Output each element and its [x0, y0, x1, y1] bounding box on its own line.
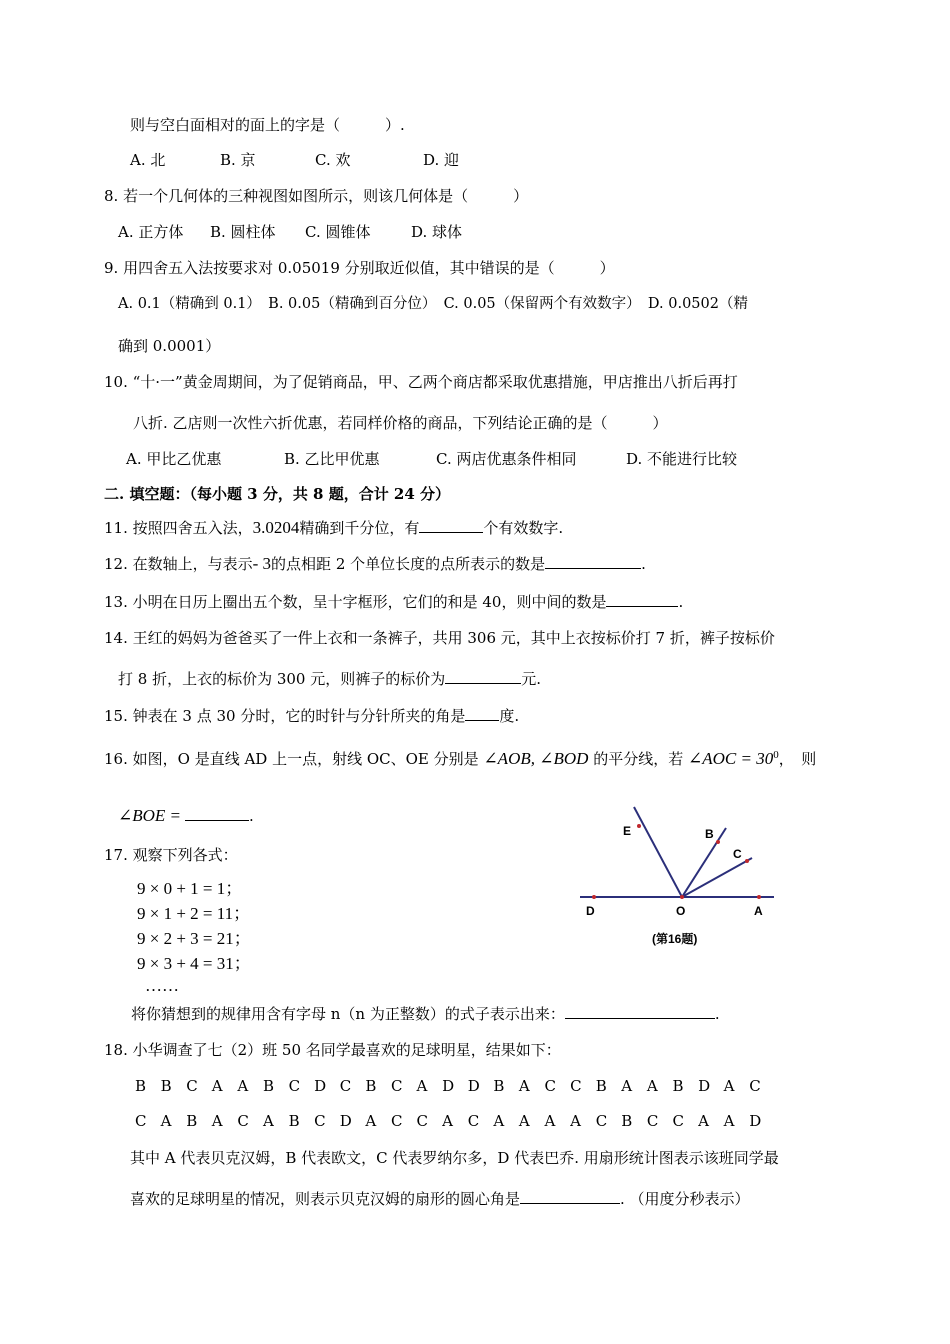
survey-letter: B [493, 1077, 505, 1095]
text: 打 8 折，上衣的标价为 300 元，则裤子的标价为 [118, 670, 446, 688]
survey-letter: C [544, 1077, 556, 1095]
text: . [714, 1005, 720, 1023]
q7-tail: 则与空白面相对的面上的字是（ ）. [130, 116, 405, 134]
ray-oe [634, 807, 682, 897]
survey-letter: B [672, 1077, 684, 1095]
figure-16 [570, 800, 800, 950]
q17-row: 9 × 3 + 4 = 31； [137, 954, 251, 973]
survey-letter: A [518, 1077, 530, 1095]
survey-letter: C [570, 1077, 582, 1095]
survey-letter: A [365, 1112, 377, 1130]
survey-letter: A [416, 1077, 428, 1095]
option: D. 不能进行比较 [626, 450, 738, 468]
survey-letter: A [237, 1077, 249, 1095]
survey-letter: C [339, 1077, 352, 1095]
survey-letter: B [288, 1112, 300, 1130]
number: 3.0204 [252, 518, 300, 537]
option: C. 两店优惠条件相同 [436, 450, 577, 468]
q18-letters-row1 [135, 1076, 775, 1096]
survey-letter: C [646, 1112, 659, 1130]
option: A. 正方体 [118, 223, 184, 241]
angle-condition: ∠AOC = 30 [688, 749, 774, 768]
text: 的点相距 2 个单位长度的点所表示的数是 [271, 555, 546, 573]
survey-letter: C [672, 1112, 684, 1130]
q13 [104, 592, 683, 612]
text: 13. 小明在日历上圈出五个数，呈十字框形，它们的和是 40，则中间的数是 [104, 593, 607, 611]
survey-letter: A [723, 1112, 735, 1130]
q17-ask [131, 1004, 720, 1024]
survey-letter: D [467, 1077, 480, 1095]
survey-letter: B [186, 1112, 198, 1130]
q11 [104, 518, 563, 538]
answer-blank[interactable] [606, 592, 678, 607]
q17-row: 9 × 2 + 3 = 21； [137, 929, 251, 948]
q17-row: 9 × 0 + 1 = 1； [137, 879, 243, 898]
survey-letter: C [390, 1112, 403, 1130]
label-c: C [733, 847, 742, 861]
angles-expr: ∠AOB, ∠BOD [483, 749, 589, 768]
point-a [757, 895, 761, 899]
text: . [678, 593, 684, 611]
option: A. 北 [130, 151, 166, 169]
label-a: A [754, 904, 763, 918]
q7-options [130, 150, 459, 170]
q10-line2: 八折. 乙店则一次性六折优惠，若同样价格的商品，下列结论正确的是（ ） [133, 414, 668, 432]
point-d [592, 895, 596, 899]
q8-options [118, 222, 462, 242]
q18-line1: 其中 A 代表贝克汉姆，B 代表欧文，C 代表罗纳尔多，D 代表巴乔. 用扇形统计图表示该班同学最 [130, 1149, 779, 1167]
survey-letter: C [416, 1112, 429, 1130]
survey-letter: A [723, 1077, 735, 1095]
answer-blank[interactable] [419, 518, 483, 533]
number: - 3 [252, 554, 272, 573]
q12 [104, 554, 646, 574]
q17-row: 9 × 1 + 2 = 11； [137, 904, 251, 923]
point-o [680, 895, 684, 899]
q9-line2: 确到 0.0001） [118, 337, 221, 355]
text: 元. [521, 670, 542, 688]
text: 11. 按照四舍五入法， [104, 519, 253, 537]
answer-blank[interactable] [445, 669, 521, 684]
label-e: E [623, 824, 632, 838]
survey-letter: A [570, 1112, 581, 1130]
q16-ask [118, 806, 254, 826]
text: ， 则 [778, 750, 817, 768]
section-2-title: 二. 填空题：（每小题 3 分，共 8 题，合计 24 分） [104, 485, 451, 503]
survey-letter: A [211, 1112, 223, 1130]
option: C. 圆锥体 [305, 223, 371, 241]
survey-letter: A [442, 1112, 453, 1130]
text: 16. 如图，O 是直线 AD 上一点，射线 OC、OE 分别是 [104, 750, 479, 768]
survey-letter: A [518, 1112, 530, 1130]
point-e [637, 824, 641, 828]
option: B. 京 [220, 151, 256, 169]
survey-letter: C [390, 1077, 403, 1095]
ray-oc [682, 858, 752, 897]
option: D. 球体 [411, 223, 463, 241]
text: . [641, 555, 646, 573]
survey-letter: C [749, 1077, 761, 1095]
angle-boe: ∠BOE = [118, 806, 182, 825]
q17-stem: 17. 观察下列各式： [104, 846, 238, 864]
q18-line2 [130, 1189, 750, 1209]
answer-blank[interactable] [185, 806, 249, 821]
survey-letter: B [365, 1077, 377, 1095]
option: B. 乙比甲优惠 [284, 450, 380, 468]
survey-letter: B [621, 1112, 633, 1130]
answer-blank[interactable] [565, 1004, 715, 1019]
q8-stem: 8. 若一个几何体的三种视图如图所示，则该几何体是（ ） [104, 187, 529, 205]
q15 [104, 706, 519, 726]
text: 将你猜想到的规律用含有字母 n（n 为正整数）的式子表示出来： [131, 1005, 565, 1023]
survey-letter: A [493, 1112, 505, 1130]
degree-sup: 0 [773, 749, 779, 761]
answer-blank[interactable] [520, 1189, 620, 1204]
survey-letter: A [544, 1112, 556, 1130]
point-c [745, 859, 749, 863]
text: 度. [499, 707, 520, 725]
text: 喜欢的足球明星的情况，则表示贝克汉姆的扇形的圆心角是 [130, 1190, 521, 1208]
survey-letter: C [467, 1112, 480, 1130]
survey-letter: A [262, 1112, 274, 1130]
q9-stem: 9. 用四舍五入法按要求对 0.05019 分别取近似值，其中错误的是（ ） [104, 259, 615, 277]
q16-line1 [104, 742, 816, 772]
survey-letter: C [237, 1112, 249, 1130]
text: . [249, 807, 254, 825]
survey-letter: D [339, 1112, 352, 1130]
option: C. 欢 [315, 151, 351, 169]
q14-line1: 14. 王红的妈妈为爸爸买了一件上衣和一条裤子，共用 306 元，其中上衣按标价打 7 折，裤子按标价 [104, 629, 775, 647]
ray-ob [682, 828, 726, 897]
option: B. 圆柱体 [210, 223, 276, 241]
survey-letter: B [135, 1077, 147, 1095]
q18-stem: 18. 小华调查了七（2）班 50 名同学最喜欢的足球明星，结果如下： [104, 1041, 561, 1059]
survey-letter: C [186, 1077, 198, 1095]
text: 15. 钟表在 3 点 30 分时，它的时针与分针所夹的角是 [104, 707, 466, 725]
survey-letter: A [646, 1077, 658, 1095]
text: 12. 在数轴上，与表示 [104, 555, 253, 573]
survey-letter: D [442, 1077, 455, 1095]
label-o: O [676, 904, 686, 918]
text: . （用度分秒表示） [620, 1190, 750, 1208]
figure-caption: (第16题) [652, 932, 698, 946]
text: 精确到千分位，有 [299, 519, 420, 537]
answer-blank[interactable] [465, 706, 499, 721]
survey-letter: C [135, 1112, 147, 1130]
survey-letter: D [749, 1112, 762, 1130]
survey-letter: C [314, 1112, 326, 1130]
text: 的平分线，若 [593, 750, 684, 768]
survey-letter: A [698, 1112, 709, 1130]
answer-blank[interactable] [545, 554, 641, 569]
survey-letter: A [211, 1077, 223, 1095]
label-d: D [586, 904, 595, 918]
option: D. 迎 [423, 151, 460, 169]
text: 个有效数字. [483, 519, 564, 537]
q17-row: …… [145, 976, 179, 995]
survey-letter: C [288, 1077, 301, 1095]
survey-letter: A [621, 1077, 633, 1095]
q10-options [126, 449, 737, 469]
point-b [716, 840, 720, 844]
survey-letter: B [160, 1077, 172, 1095]
q14-line2 [118, 669, 541, 689]
label-b: B [705, 827, 714, 841]
survey-letter: A [160, 1112, 172, 1130]
survey-letter: B [262, 1077, 274, 1095]
q9-line1: A. 0.1（精确到 0.1） B. 0.05（精确到百分位） C. 0.05（保留两个有效数字） D. 0.0502（精 [118, 296, 748, 312]
survey-letter: C [595, 1112, 608, 1130]
survey-letter: D [698, 1077, 711, 1095]
q18-letters-row2 [135, 1111, 775, 1131]
survey-letter: D [314, 1077, 327, 1095]
q10-line1: 10. “十·一”黄金周期间，为了促销商品，甲、乙两个商店都采取优惠措施，甲店推出八折后再打 [104, 373, 738, 391]
option: A. 甲比乙优惠 [126, 450, 222, 468]
survey-letter: B [595, 1077, 607, 1095]
